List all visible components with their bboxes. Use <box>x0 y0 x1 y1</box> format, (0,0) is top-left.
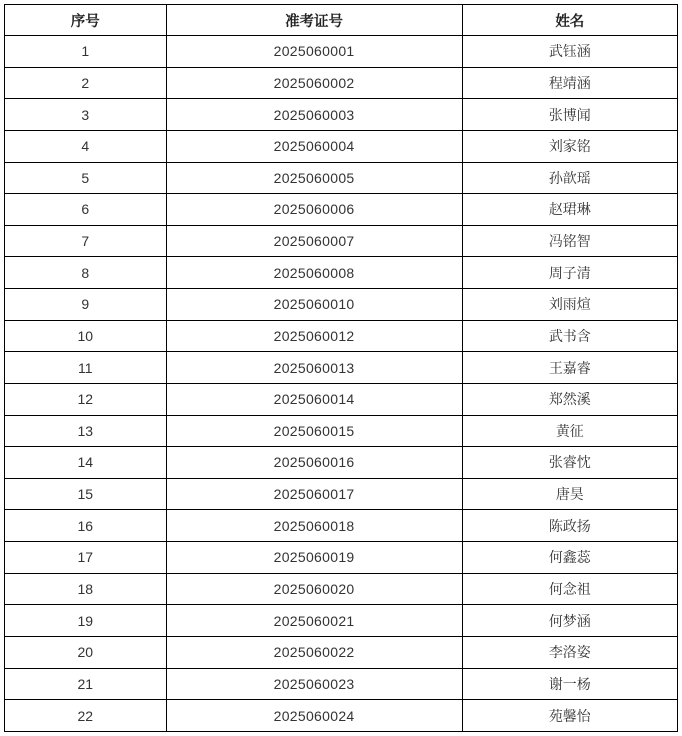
cell-ticket: 2025060017 <box>166 478 462 510</box>
cell-ticket: 2025060016 <box>166 447 462 479</box>
cell-name: 李洛姿 <box>462 636 677 668</box>
header-row <box>5 5 678 36</box>
table-row <box>5 573 678 605</box>
cell-seq: 4 <box>5 130 167 162</box>
table-row <box>5 130 678 162</box>
table-row <box>5 478 678 510</box>
table-row <box>5 542 678 574</box>
cell-name: 刘雨煊 <box>462 289 677 321</box>
cell-ticket: 2025060007 <box>166 225 462 257</box>
table-row <box>5 36 678 68</box>
cell-seq: 14 <box>5 447 167 479</box>
cell-ticket: 2025060023 <box>166 668 462 700</box>
cell-seq: 18 <box>5 573 167 605</box>
cell-seq: 10 <box>5 320 167 352</box>
table-row <box>5 700 678 732</box>
cell-seq: 7 <box>5 225 167 257</box>
cell-seq: 11 <box>5 352 167 384</box>
table-row <box>5 636 678 668</box>
cell-seq: 19 <box>5 605 167 637</box>
cell-name: 冯铭智 <box>462 225 677 257</box>
cell-seq: 13 <box>5 415 167 447</box>
cell-ticket: 2025060022 <box>166 636 462 668</box>
cell-ticket: 2025060012 <box>166 320 462 352</box>
cell-ticket: 2025060020 <box>166 573 462 605</box>
cell-name: 郑然溪 <box>462 383 677 415</box>
cell-seq: 16 <box>5 510 167 542</box>
cell-ticket: 2025060010 <box>166 289 462 321</box>
cell-ticket: 2025060018 <box>166 510 462 542</box>
header-name: 姓名 <box>462 5 677 36</box>
cell-ticket: 2025060008 <box>166 257 462 289</box>
cell-ticket: 2025060024 <box>166 700 462 732</box>
table-row <box>5 99 678 131</box>
header-ticket: 准考证号 <box>166 5 462 36</box>
cell-ticket: 2025060002 <box>166 67 462 99</box>
cell-ticket: 2025060015 <box>166 415 462 447</box>
table-row <box>5 415 678 447</box>
cell-seq: 6 <box>5 194 167 226</box>
cell-name: 赵珺琳 <box>462 194 677 226</box>
cell-ticket: 2025060005 <box>166 162 462 194</box>
cell-seq: 1 <box>5 36 167 68</box>
cell-seq: 2 <box>5 67 167 99</box>
table-row <box>5 289 678 321</box>
cell-name: 黄征 <box>462 415 677 447</box>
cell-ticket: 2025060014 <box>166 383 462 415</box>
header-seq: 序号 <box>5 5 167 36</box>
cell-name: 陈政扬 <box>462 510 677 542</box>
cell-seq: 8 <box>5 257 167 289</box>
cell-name: 何鑫蕊 <box>462 542 677 574</box>
cell-ticket: 2025060006 <box>166 194 462 226</box>
table-header <box>5 5 678 36</box>
cell-name: 刘家铭 <box>462 130 677 162</box>
table-row <box>5 67 678 99</box>
cell-ticket: 2025060001 <box>166 36 462 68</box>
table-row <box>5 668 678 700</box>
cell-seq: 17 <box>5 542 167 574</box>
table-row <box>5 447 678 479</box>
table-row <box>5 383 678 415</box>
table-row <box>5 320 678 352</box>
cell-seq: 20 <box>5 636 167 668</box>
cell-name: 苑馨怡 <box>462 700 677 732</box>
cell-seq: 5 <box>5 162 167 194</box>
cell-name: 王嘉睿 <box>462 352 677 384</box>
cell-ticket: 2025060019 <box>166 542 462 574</box>
cell-name: 周子清 <box>462 257 677 289</box>
cell-seq: 9 <box>5 289 167 321</box>
table-row <box>5 194 678 226</box>
cell-name: 谢一杨 <box>462 668 677 700</box>
exam-roster-table <box>4 4 678 732</box>
table-row <box>5 605 678 637</box>
table-row <box>5 257 678 289</box>
cell-name: 张博闻 <box>462 99 677 131</box>
cell-ticket: 2025060013 <box>166 352 462 384</box>
cell-name: 何念祖 <box>462 573 677 605</box>
cell-seq: 3 <box>5 99 167 131</box>
cell-seq: 15 <box>5 478 167 510</box>
cell-ticket: 2025060004 <box>166 130 462 162</box>
cell-seq: 22 <box>5 700 167 732</box>
cell-name: 张睿忱 <box>462 447 677 479</box>
table-body <box>5 36 678 732</box>
cell-ticket: 2025060021 <box>166 605 462 637</box>
cell-seq: 21 <box>5 668 167 700</box>
cell-ticket: 2025060003 <box>166 99 462 131</box>
cell-name: 武书含 <box>462 320 677 352</box>
cell-name: 武钰涵 <box>462 36 677 68</box>
cell-name: 孙歆瑶 <box>462 162 677 194</box>
cell-name: 唐昊 <box>462 478 677 510</box>
table-row <box>5 225 678 257</box>
cell-seq: 12 <box>5 383 167 415</box>
cell-name: 程靖涵 <box>462 67 677 99</box>
cell-name: 何梦涵 <box>462 605 677 637</box>
table-row <box>5 352 678 384</box>
table-row <box>5 162 678 194</box>
table-row <box>5 510 678 542</box>
